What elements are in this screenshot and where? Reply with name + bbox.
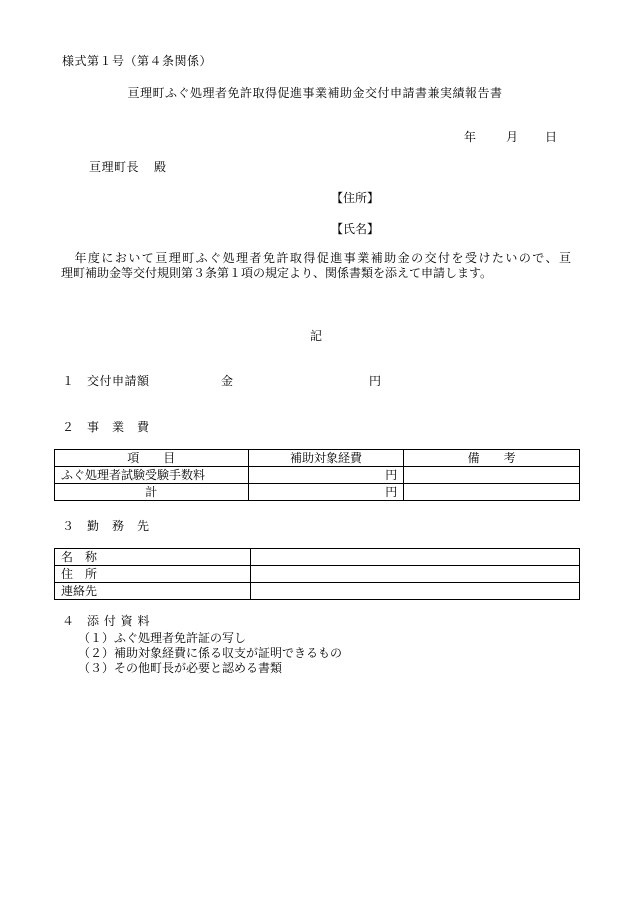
section2-heading: ２ 事 業 費: [62, 420, 150, 434]
workplace-value-cell: [250, 549, 579, 566]
workplace-value-cell: [250, 566, 579, 583]
document-title: 亘理町ふぐ処理者免許取得促進事業補助金交付申請書兼実績報告書: [127, 86, 503, 100]
expense-table: [54, 449, 580, 501]
date-day-label: 日: [545, 130, 558, 144]
column-header: 備 考: [404, 450, 580, 467]
addressee-honorific: 殿: [154, 160, 167, 174]
date-month-label: 月: [506, 130, 519, 144]
expense-total-cost-cell: 円: [248, 484, 404, 501]
column-header: 補助対象経費: [248, 450, 404, 467]
attachment-item: （３）その他町長が必要と認める書類: [78, 661, 283, 675]
form-number-label: 様式第１号（第４条関係）: [62, 54, 213, 68]
workplace-table: [54, 548, 580, 600]
body-text-line2: 理町補助金等交付規則第３条第１項の規定より、関係書類を添えて申請します。: [61, 266, 493, 280]
workplace-value-cell: [250, 583, 579, 600]
section1-yen-label: 円: [369, 374, 382, 388]
expense-cost-cell: 円: [248, 467, 404, 484]
table-row: [55, 566, 580, 583]
workplace-label: 連絡先: [55, 583, 251, 600]
table-row: [55, 549, 580, 566]
expense-total-label: 計: [55, 484, 249, 501]
section3-heading: ３ 勤 務 先: [62, 519, 150, 533]
body-text-line1: 年度において亘理町ふぐ処理者免許取得促進事業補助金の交付を受けたいので、亘: [61, 251, 571, 265]
table-row: [55, 583, 580, 600]
section1-kin-label: 金: [221, 374, 234, 388]
attachment-item: （２）補助対象経費に係る収支が証明できるもの: [78, 646, 343, 660]
workplace-label: 住 所: [55, 566, 251, 583]
expense-total-note-cell: [404, 484, 580, 501]
section1-heading: １ 交付申請額: [62, 374, 150, 388]
column-header: 項 目: [55, 450, 249, 467]
table-header-row: [55, 450, 580, 467]
table-row: [55, 467, 580, 484]
expense-item-cell: ふぐ処理者試験受験手数料: [55, 467, 249, 484]
expense-note-cell: [404, 467, 580, 484]
addressee-name: 亘理町長: [89, 160, 140, 174]
applicant-name-label: 【氏名】: [331, 222, 380, 236]
applicant-address-label: 【住所】: [331, 191, 380, 205]
ki-label: 記: [310, 329, 323, 343]
section4-heading: ４ 添 付 資 料: [62, 614, 150, 628]
attachment-item: （１）ふぐ処理者免許証の写し: [78, 631, 247, 645]
date-year-label: 年: [464, 130, 477, 144]
workplace-label: 名 称: [55, 549, 251, 566]
table-row: [55, 484, 580, 501]
